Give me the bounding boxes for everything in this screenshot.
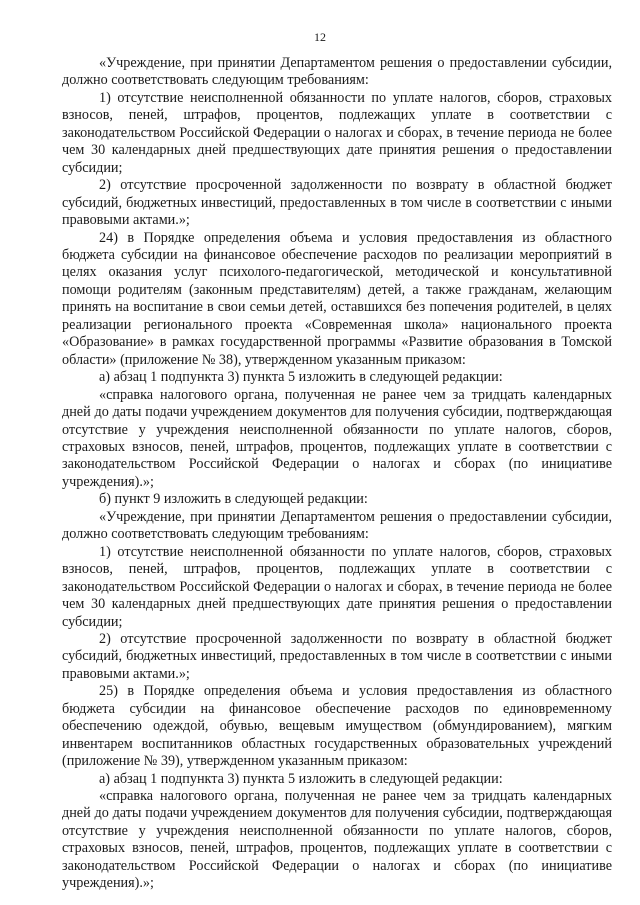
- paragraph-item-24-b: б) пункт 9 изложить в следующей редакции:: [99, 491, 368, 508]
- paragraph-requirement-1: 1) отсутствие неисполненной обязанности по уплате налогов, сборов, страховых взносов, пеней, штрафов, процентов, подлежащих уплате в соответствии с законодательством Российской Федерации о налогах и сборах, в течение периода не более чем 30 календарных дней предшествующих дате принятия решения о предоставлении субсидии;: [62, 89, 612, 176]
- paragraph-item-24-a: а) абзац 1 подпункта 3) пункта 5 изложить в следующей редакции:: [99, 369, 503, 386]
- paragraph-requirement-2-2: 2) отсутствие просроченной задолженности по возврату в областной бюджет субсидий, бюджетных инвестиций, предоставленных в том числе в соответствии с иными правовыми актами.»;: [62, 630, 612, 682]
- paragraph-item-25: 25) в Порядке определения объема и условия предоставления из областного бюджета субсидии на финансовое обеспечение расходов по единовременному обеспечению одеждой, обувью, вещевым имуществом (обмундированием), мягким инвентарем воспитанников областных государственных образовательных учреждений (приложение № 39), утвержденном указанным приказом:: [62, 683, 612, 770]
- paragraph-item-24: 24) в Порядке определения объема и условия предоставления из областного бюджета субсидии на финансовое обеспечение расходов по реализации мероприятий в целях оказания услуг психолого-педагогической, методической и консультативной помощи родителям (законным представителям) детей, а также гражданам, желающим принять на воспитание в свои семьи детей, оставшихся без попечения родителей, в целях реализации регионального проекта «Современная школа» национального проекта «Образование» в рамках государственной программы «Развитие образования в Томской области» (приложение № 38), утвержденном указанным приказом:: [62, 229, 612, 368]
- page-number: 12: [314, 30, 326, 44]
- paragraph-requirement-2: 2) отсутствие просроченной задолженности по возврату в областной бюджет субсидий, бюджетных инвестиций, предоставленных в том числе в соответствии с иными правовыми актами.»;: [62, 177, 612, 229]
- document-body: [62, 55, 612, 893]
- paragraph-tax-certificate: «справка налогового органа, полученная не ранее чем за тридцать календарных дней до даты подачи учреждением документов для получения субсидии, подтверждающая отсутствие у учреждения неисполненной обязанности по уплате налогов, сборов, страховых взносов, пеней, штрафов, процентов, подлежащих уплате в соответствии с законодательством Российской Федерации о налогах и сборах (по инициативе учреждения).»;: [62, 386, 612, 490]
- paragraph-requirement-1-2: 1) отсутствие неисполненной обязанности по уплате налогов, сборов, страховых взносов, пеней, штрафов, процентов, подлежащих уплате в соответствии с законодательством Российской Федерации о налогах и сборах, в течение периода не более чем 30 календарных дней предшествующих дате принятия решения о предоставлении субсидии;: [62, 543, 612, 630]
- paragraph-tax-certificate-2: «справка налогового органа, полученная не ранее чем за тридцать календарных дней до даты подачи учреждением документов для получения субсидии, подтверждающая отсутствие у учреждения неисполненной обязанности по уплате налогов, сборов, страховых взносов, пеней, штрафов, процентов, подлежащих уплате в соответствии с законодательством Российской Федерации о налогах и сборах (по инициативе учреждения).»;: [62, 788, 612, 892]
- paragraph-item-25-a: а) абзац 1 подпункта 3) пункта 5 изложить в следующей редакции:: [99, 770, 503, 787]
- paragraph-requirements-intro-2: «Учреждение, при принятии Департаментом решения о предоставлении субсидии, должно соответствовать следующим требованиям:: [62, 508, 612, 543]
- paragraph-requirements-intro: «Учреждение, при принятии Департаментом решения о предоставлении субсидии, должно соответствовать следующим требованиям:: [62, 55, 612, 89]
